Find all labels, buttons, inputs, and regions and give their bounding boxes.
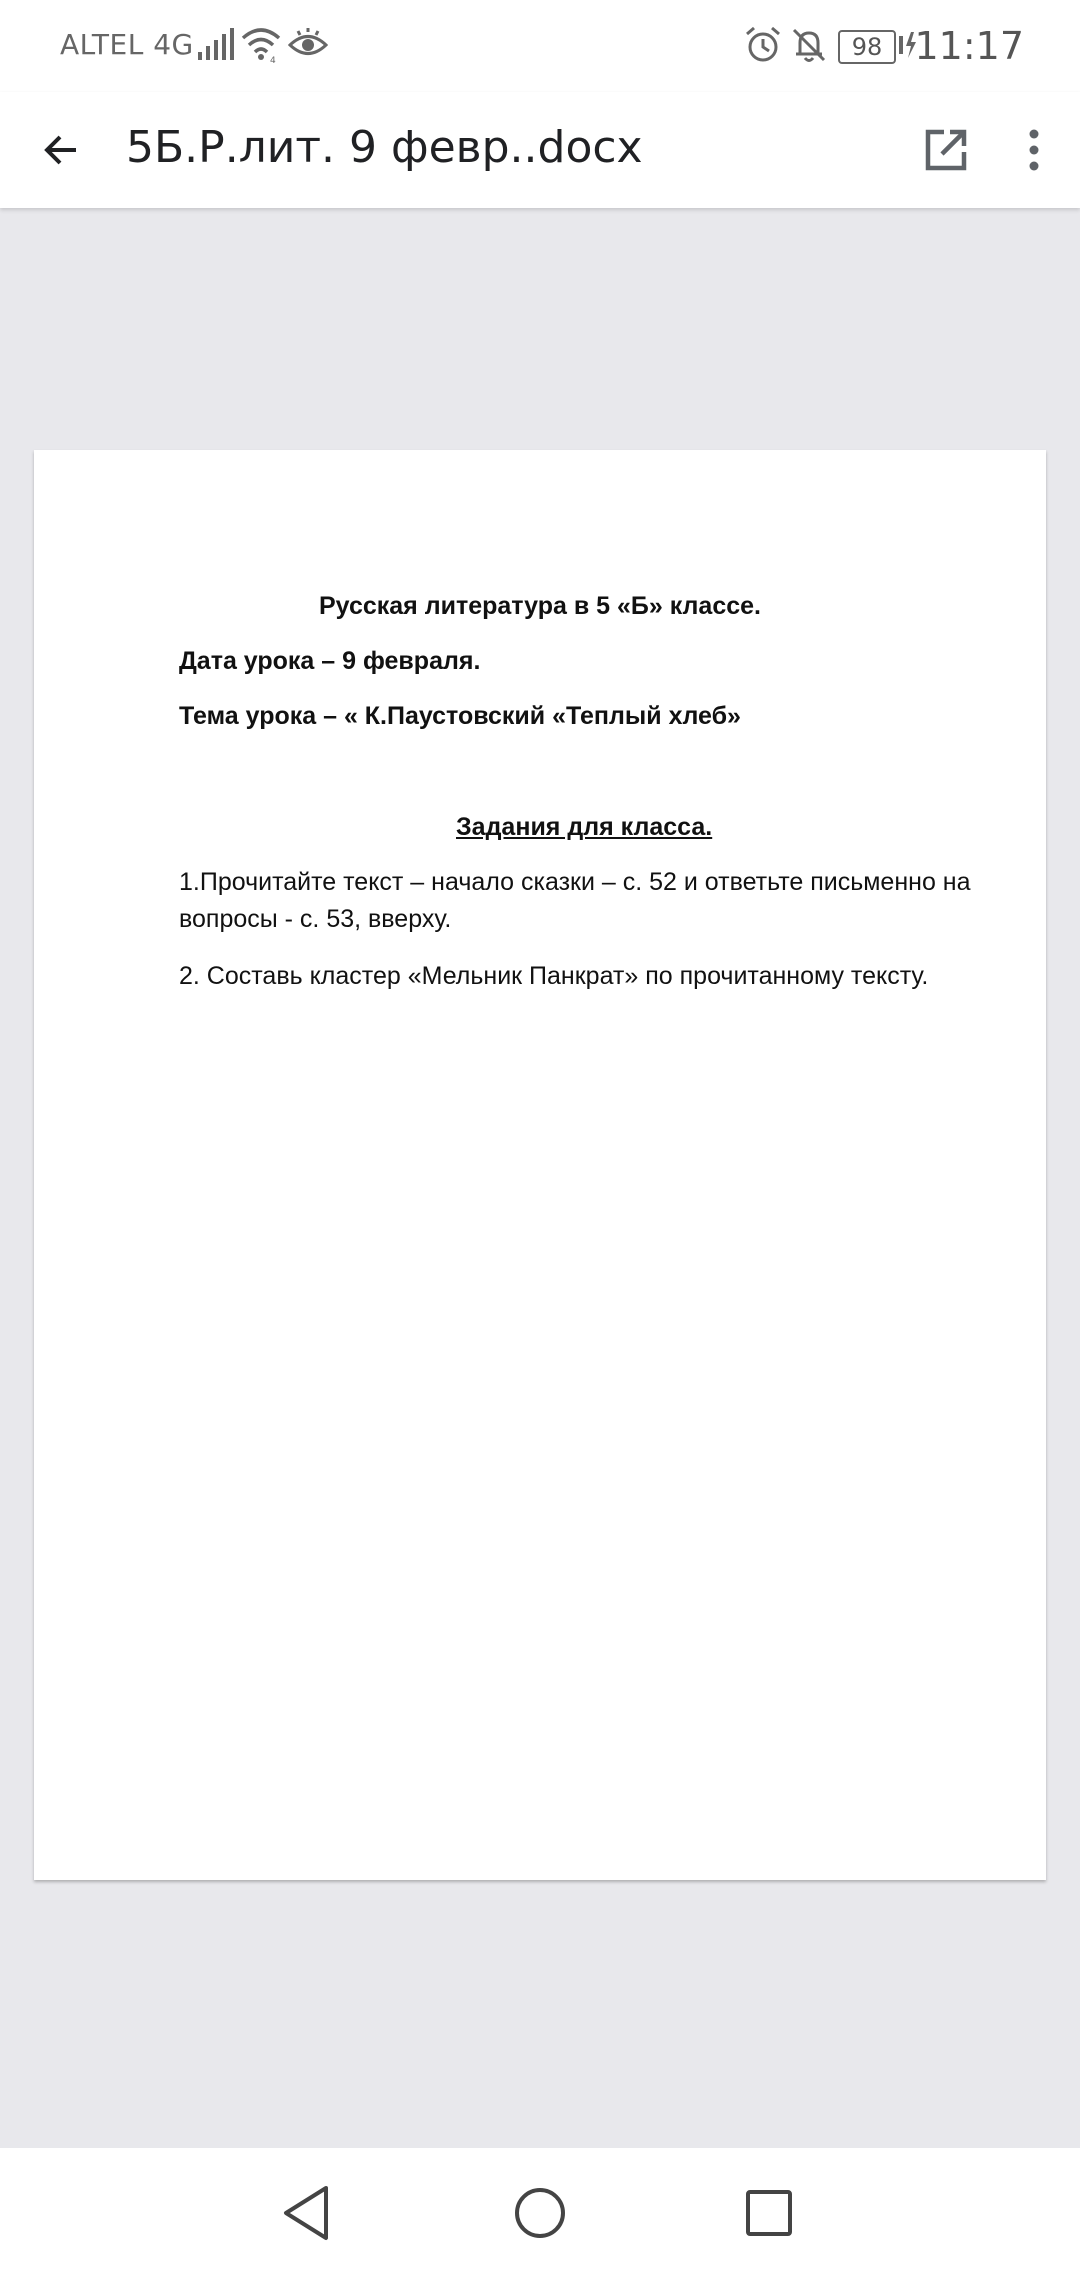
notifications-off-icon [790, 26, 828, 64]
nav-back-icon [272, 2178, 342, 2248]
open-external-icon [914, 118, 978, 182]
nav-home-button[interactable] [505, 2178, 575, 2248]
task-item-1: 1.Прочитайте текст – начало сказки – с. 52 и ответьте письменно на вопросы - с. 53, вверху. [179, 868, 971, 933]
more-options-button[interactable] [1002, 118, 1066, 182]
status-time: 11:17 [914, 24, 1024, 68]
lesson-topic: Тема урока – « К.Паустовский «Теплый хлеб» [179, 702, 741, 730]
battery-indicator: 98 [838, 30, 896, 64]
nav-recents-button[interactable] [734, 2178, 804, 2248]
lesson-date: Дата урока – 9 февраля. [179, 647, 481, 675]
nav-recents-icon [734, 2178, 804, 2248]
document-page[interactable] [34, 450, 1046, 1880]
task-item-2: 2. Составь кластер «Мельник Панкрат» по прочитанному тексту. [179, 962, 929, 990]
more-vert-icon [1002, 118, 1066, 182]
svg-text:4: 4 [270, 56, 276, 64]
navigation-bar [0, 2148, 1080, 2280]
open-with-button[interactable] [914, 118, 978, 182]
eye-icon [288, 26, 328, 64]
status-bar [0, 0, 1080, 92]
carrier-label: ALTEL 4G [60, 28, 194, 61]
document-title: 5Б.Р.лит. 9 февр..docx [126, 122, 643, 173]
app-bar [0, 92, 1080, 208]
nav-back-button[interactable] [272, 2178, 342, 2248]
wifi-icon [240, 26, 282, 64]
signal-icon [196, 26, 234, 64]
tasks-heading: Задания для класса. [456, 813, 713, 841]
back-arrow-icon [30, 118, 94, 182]
alarm-icon [744, 26, 782, 64]
document-heading: Русская литература в 5 «Б» классе. [319, 592, 761, 620]
back-button[interactable] [30, 118, 94, 182]
nav-home-icon [505, 2178, 575, 2248]
